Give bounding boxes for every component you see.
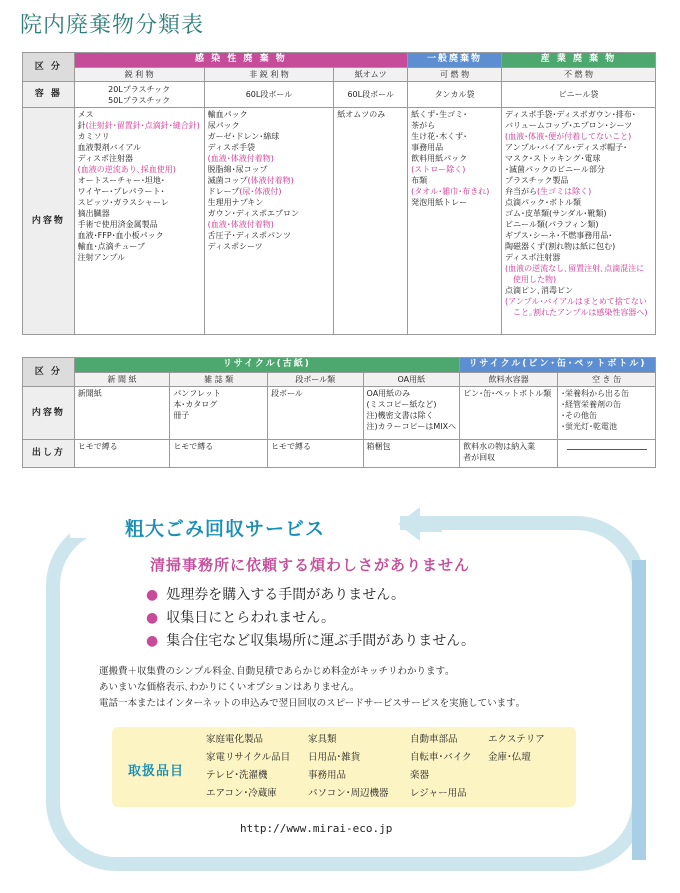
item: 自転車･バイク <box>410 752 472 763</box>
content-text: 滅菌コップ <box>207 176 248 185</box>
content-text: ディスポ手袋 <box>207 143 255 152</box>
cycle-arrow-side-icon <box>628 560 650 860</box>
content-text: アンプル･バイアル･ディスポ帽子･ <box>505 143 628 152</box>
items-column <box>206 731 290 803</box>
content-note: (血液･体液･便が付着してないこと) <box>505 132 632 141</box>
content-line <box>505 142 652 153</box>
content-text: ガウン･ディスポエプロン <box>207 209 299 218</box>
contents-cell <box>408 108 502 335</box>
content-note: (体液付着物) <box>247 176 294 185</box>
content-line <box>208 208 331 219</box>
content-text: ･その他缶 <box>561 411 598 420</box>
benefit-text: 集合住宅など収集場所に運ぶ手間がありません。 <box>166 633 476 649</box>
content-line <box>208 131 331 142</box>
sub-header: OA用紙 <box>363 373 460 387</box>
content-text: 注)カラーコピーはMIXへ <box>366 422 457 431</box>
content-text: ビン･缶･ペットボトル類 <box>463 389 552 398</box>
content-line <box>208 142 331 153</box>
content-line <box>505 296 652 307</box>
content-text: 舌圧子･ディスポパンツ <box>207 231 291 240</box>
contents-cell <box>204 108 334 335</box>
content-line <box>505 241 652 252</box>
industrial-waste-header: 産 業 廃 棄 物 <box>502 53 656 68</box>
items-column <box>488 731 545 767</box>
sub-header: 可 燃 物 <box>408 68 502 82</box>
content-line <box>78 120 201 131</box>
contents-label: 内容物 <box>23 108 75 335</box>
item: エアコン･冷蔵庫 <box>206 788 277 799</box>
container-text: 50Lプラスチック <box>108 95 171 105</box>
medical-waste-table <box>22 52 656 335</box>
content-line <box>78 153 201 164</box>
content-text: 冊子 <box>173 411 190 420</box>
content-text: 血液製剤バイアル <box>77 143 142 152</box>
content-line <box>505 153 652 164</box>
content-text: ワイヤー･プレパラート･ <box>77 187 165 196</box>
website-url[interactable]: http://www.mirai-eco.jp <box>240 822 393 835</box>
sub-header: 新 聞 紙 <box>74 373 170 387</box>
content-line <box>411 153 498 164</box>
item: テレビ･洗濯機 <box>206 770 268 781</box>
method-text: 飲料水の物は納入業 <box>463 442 536 451</box>
item: パソコン･周辺機器 <box>308 788 389 799</box>
sub-header: 鋭 利 物 <box>74 68 204 82</box>
content-line <box>208 109 331 120</box>
handled-items-box <box>112 727 576 807</box>
method-label: 出し方 <box>23 440 75 468</box>
content-text: ガーゼ･ドレン･綿球 <box>207 132 280 141</box>
content-line <box>208 186 331 197</box>
container-cell: ビニール袋 <box>502 82 656 108</box>
content-line <box>505 208 652 219</box>
method-text: 者が回収 <box>463 453 496 462</box>
content-line <box>337 109 404 120</box>
sub-header: 雑 誌 類 <box>170 373 268 387</box>
content-note: (血液の逆流あり､採血使用) <box>77 165 176 174</box>
content-note: こと｡割れたアンプルは感染性容器へ) <box>505 308 648 317</box>
content-text: カミソリ <box>77 132 110 141</box>
content-text: 生け花･木くず･ <box>411 132 468 141</box>
content-text: 紙くず･生ゴミ･ <box>411 110 468 119</box>
content-text: 陶磁器くず(割れ物は紙に包む) <box>505 242 616 251</box>
service-subtitle: 清掃事務所に依頼する煩わしさがありません <box>150 556 471 574</box>
item: 事務用品 <box>308 770 347 781</box>
content-text: ゴム･皮革類(サンダル･靴類) <box>505 209 607 218</box>
content-line <box>505 219 652 230</box>
content-note: 使用した物) <box>505 275 557 284</box>
page-title: 院内廃棄物分類表 <box>20 13 205 38</box>
recycle-contents-cell <box>170 387 268 440</box>
content-text: スピッツ･ガラスシャーレ <box>77 198 169 207</box>
content-line <box>411 120 498 131</box>
content-text: 摘出臓器 <box>77 209 110 218</box>
content-text: プラスチック製品 <box>505 176 569 185</box>
description-line: あいまいな価格表示､わかりにくいオプションはありません｡ <box>99 682 355 693</box>
item: 家電リサイクル品目 <box>206 752 291 763</box>
content-line <box>208 120 331 131</box>
contents-cell <box>334 108 408 335</box>
content-text: 段ボール <box>270 389 303 398</box>
content-line <box>505 164 652 175</box>
content-line <box>505 197 652 208</box>
paper-recycle-header: リサイクル(古紙) <box>74 358 459 373</box>
content-text: ギプス･シーネ･不燃事務用品･ <box>505 231 613 240</box>
general-waste-header: 一般廃棄物 <box>408 53 502 68</box>
content-text: 輸血･点滴チューブ <box>77 242 145 251</box>
content-line <box>78 241 201 252</box>
content-text: 注)機密文書は除く <box>366 411 434 420</box>
benefit-item <box>146 584 475 607</box>
content-line <box>505 131 652 142</box>
content-text: ディスポ注射器 <box>505 253 561 262</box>
description-line: 運搬費＋収集費のシンプル料金､自動見積であらかじめ料金がキッチリわかります｡ <box>99 666 450 677</box>
content-note: (生ゴミは除く) <box>537 187 592 196</box>
contents-label: 内容物 <box>23 387 75 440</box>
item: 日用品･雑貨 <box>308 752 361 763</box>
bullet-icon: ● <box>146 587 159 603</box>
content-line <box>78 186 201 197</box>
content-note: (血液の逆流なし､留置注射､点滴混注に <box>505 264 645 273</box>
contents-cell <box>74 108 204 335</box>
content-line <box>411 186 498 197</box>
content-text: 茶がら <box>411 121 436 130</box>
content-line <box>208 230 331 241</box>
sub-header: 不 燃 物 <box>502 68 656 82</box>
content-line <box>78 175 201 186</box>
method-text: 箱梱包 <box>366 442 391 451</box>
item: 自動車部品 <box>410 734 458 745</box>
content-text: ドレープ <box>207 187 240 196</box>
content-text: 脱脂綿･尿コップ <box>207 165 268 174</box>
content-text: 本･カタログ <box>173 400 218 409</box>
content-line <box>505 274 652 285</box>
content-line <box>78 109 201 120</box>
content-line <box>411 109 498 120</box>
benefit-list <box>146 584 475 653</box>
bullet-icon: ● <box>146 633 159 649</box>
content-text: マスク･ストッキング･電球 <box>505 154 601 163</box>
content-line <box>78 142 201 153</box>
container-cell <box>74 82 204 108</box>
sub-header: 空 き 缶 <box>558 373 656 387</box>
content-line <box>78 164 201 175</box>
method-text: ヒモで縛る <box>270 442 311 451</box>
content-text: 点滴パック･ボトル類 <box>505 198 581 207</box>
item: 楽器 <box>410 770 430 781</box>
content-line <box>505 120 652 131</box>
content-text: オートスーチャー･坦地･ <box>77 176 165 185</box>
container-label: 容 器 <box>23 82 75 108</box>
content-line <box>505 175 652 186</box>
method-text: ヒモで縛る <box>77 442 118 451</box>
content-text: 発泡用紙トレー <box>411 198 468 207</box>
content-text: 輸血パック <box>207 110 248 119</box>
content-line <box>411 131 498 142</box>
content-text: ･経管栄養剤の缶 <box>561 400 622 409</box>
content-text: 布類 <box>411 176 428 185</box>
content-text: バリュームコップ･エプロン･シーツ <box>505 121 633 130</box>
recycle-contents-cell <box>460 387 558 440</box>
content-text: 針 <box>77 121 86 130</box>
content-text: 飲料用紙パック <box>411 154 468 163</box>
container-text: 20Lプラスチック <box>108 84 171 94</box>
benefit-text: 収集日にとらわれません。 <box>166 610 336 626</box>
content-line <box>505 263 652 274</box>
content-text: (ミスコピー紙など) <box>366 400 437 409</box>
service-title: 粗大ごみ回収サービス <box>125 518 326 540</box>
content-text: 手術で使用済金属製品 <box>77 220 158 229</box>
content-line <box>505 186 652 197</box>
method-cell <box>170 440 268 468</box>
category-label: 区 分 <box>23 53 75 82</box>
container-cell: タンカル袋 <box>408 82 502 108</box>
content-line <box>78 131 201 142</box>
content-line <box>78 197 201 208</box>
bullet-icon: ● <box>146 610 159 626</box>
method-cell <box>267 440 363 468</box>
sub-header: 飲料水容器 <box>460 373 558 387</box>
content-text: ･滅菌パックのビニール部分 <box>505 165 605 174</box>
item: レジャー用品 <box>410 788 467 799</box>
content-line <box>78 252 201 263</box>
content-text: 尿パック <box>207 121 240 130</box>
content-note: (血液･体液付着物) <box>207 154 274 163</box>
blank-line <box>567 449 647 450</box>
recycle-contents-cell <box>363 387 460 440</box>
content-line <box>505 252 652 263</box>
recycle-contents-cell <box>74 387 170 440</box>
service-description <box>99 664 520 712</box>
recycle-contents-cell <box>267 387 363 440</box>
content-text: ディスポ注射器 <box>77 154 133 163</box>
content-note: (ストロー除く) <box>411 165 466 174</box>
content-line <box>78 219 201 230</box>
content-text: 事務用品 <box>411 143 444 152</box>
benefit-item <box>146 607 475 630</box>
content-text: ･栄養科から出る缶 <box>561 389 630 398</box>
benefit-item <box>146 630 475 653</box>
content-line <box>411 197 498 208</box>
method-cell <box>74 440 170 468</box>
cycle-arrow-icon <box>398 507 442 541</box>
content-text: 注射アンプル <box>77 253 125 262</box>
content-line <box>208 164 331 175</box>
content-line <box>411 175 498 186</box>
content-text: 新聞紙 <box>77 389 102 398</box>
content-text: ディスポ手袋･ディスポガウン･排布･ <box>505 110 636 119</box>
content-text: 生理用ナプキン <box>207 198 264 207</box>
content-line <box>411 142 498 153</box>
content-line <box>78 208 201 219</box>
item: 家具類 <box>308 734 337 745</box>
content-note: (尿･体液付) <box>239 187 282 196</box>
sub-header: 段ボール類 <box>267 373 363 387</box>
category-label: 区 分 <box>23 358 75 387</box>
description-line: 電話一本またはインターネットの申込みで翌日回収のスピードサービスサービスを実施しています｡ <box>99 698 521 709</box>
sub-header: 非 鋭 利 物 <box>204 68 334 82</box>
content-note: (注射針･留置針･点滴針･縫合針) <box>85 121 200 130</box>
content-note: (アンプル･バイアルはまとめて捨てない <box>505 297 647 306</box>
content-text: 点滴ピン､消毒ピン <box>505 286 573 295</box>
content-line <box>505 230 652 241</box>
content-line <box>411 164 498 175</box>
content-text: メス <box>77 110 94 119</box>
method-cell <box>558 440 656 468</box>
infectious-waste-header: 感 染 性 廃 棄 物 <box>74 53 407 68</box>
content-text: 紙オムツのみ <box>337 110 386 119</box>
method-text: ヒモで縛る <box>173 442 214 451</box>
content-text: パンフレット <box>173 389 221 398</box>
content-note: (血液･体液付着物) <box>207 220 274 229</box>
items-column <box>308 731 389 803</box>
items-column <box>410 731 472 803</box>
method-cell <box>460 440 558 468</box>
content-line <box>208 241 331 252</box>
content-text: 弁当がら <box>505 187 537 196</box>
recycle-table <box>22 357 656 468</box>
recycle-contents-cell <box>558 387 656 440</box>
content-text: ･蛍光灯･乾電池 <box>561 422 618 431</box>
container-cell: 60L段ボール <box>334 82 408 108</box>
content-note: (タオル･雑巾･布きれ) <box>411 187 490 196</box>
content-line <box>78 230 201 241</box>
content-line <box>208 175 331 186</box>
content-line <box>208 219 331 230</box>
container-cell: 60L段ボール <box>204 82 334 108</box>
item: 金庫･仏壇 <box>488 752 531 763</box>
content-line <box>505 109 652 120</box>
content-text: ディスポシーツ <box>207 242 263 251</box>
content-line <box>505 307 652 318</box>
item: エクステリア <box>488 734 545 745</box>
contents-cell <box>502 108 656 335</box>
content-line <box>208 197 331 208</box>
content-text: 血液･FFP･血小板パック <box>77 231 164 240</box>
item: 家庭電化製品 <box>206 734 264 745</box>
handled-items-label: 取扱品目 <box>128 764 185 779</box>
content-line <box>208 153 331 164</box>
method-cell <box>363 440 460 468</box>
content-line <box>505 285 652 296</box>
benefit-text: 処理券を購入する手間がありません。 <box>166 587 406 603</box>
sub-header: 紙オムツ <box>334 68 408 82</box>
bottle-recycle-header: リサイクル(ビン･缶･ペットボトル) <box>460 358 656 373</box>
content-text: ビニール類(パラフィン類) <box>505 220 599 229</box>
content-text: OA用紙のみ <box>366 389 411 398</box>
